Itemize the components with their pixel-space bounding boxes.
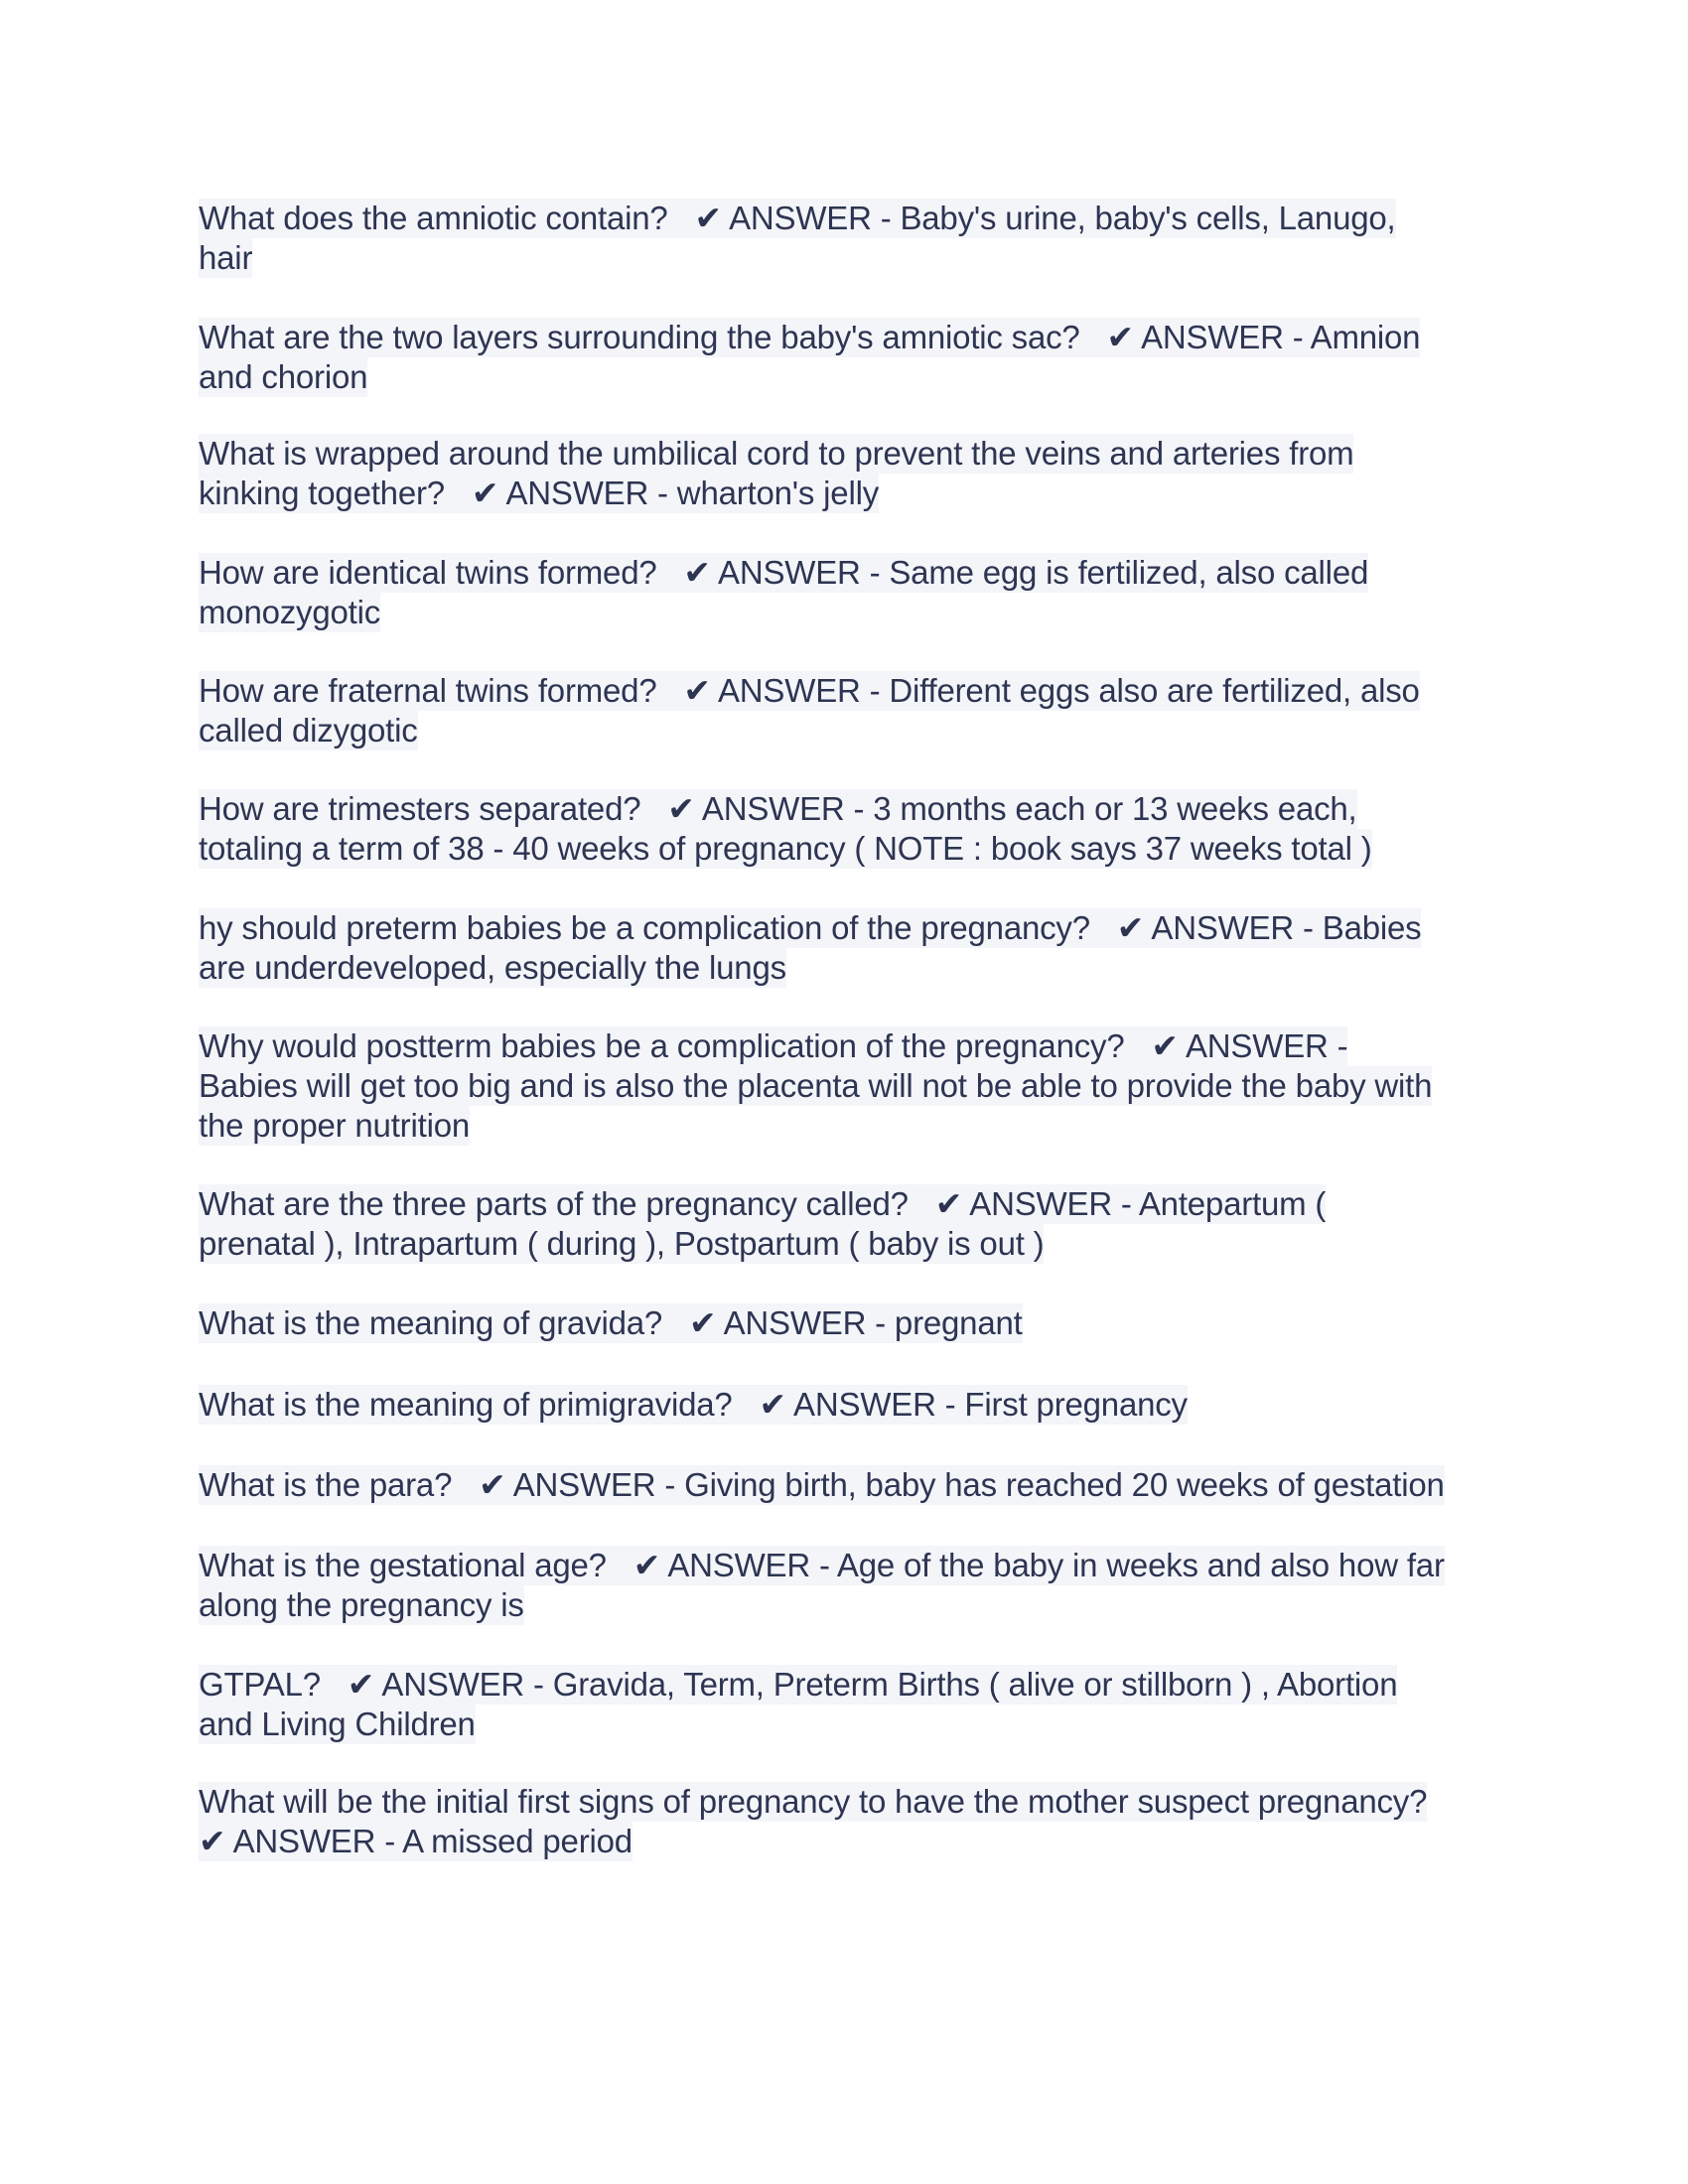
qa-line: What will be the initial first signs of pregnancy to have the mother suspect pregnancy? (199, 1783, 1428, 1820)
qa-line: What is wrapped around the umbilical cord to prevent the veins and arteries from (199, 435, 1354, 472)
qa-entry-pregnancy-parts (199, 1184, 1326, 1264)
qa-entry-gravida (199, 1303, 1023, 1343)
qa-line: ✔ ANSWER - A missed period (199, 1823, 633, 1859)
qa-line: What is the meaning of primigravida? ✔ ANSWER - First pregnancy (199, 1386, 1188, 1423)
qa-entry-fraternal-twins (199, 671, 1420, 751)
qa-line: Babies will get too big and is also the placenta will not be able to provide the baby with (199, 1067, 1433, 1104)
qa-line: called dizygotic (199, 712, 418, 749)
qa-entry-gestational-age (199, 1546, 1445, 1625)
qa-entry-amniotic-layers (199, 318, 1420, 397)
qa-entry-para (199, 1465, 1445, 1505)
qa-entry-trimesters (199, 789, 1372, 869)
qa-line: How are fraternal twins formed? ✔ ANSWER - Different eggs also are fertilized, also (199, 672, 1420, 709)
qa-line: How are identical twins formed? ✔ ANSWER - Same egg is fertilized, also called (199, 554, 1369, 591)
qa-line: Why would postterm babies be a complication of the pregnancy? ✔ ANSWER - (199, 1027, 1348, 1064)
qa-line: and chorion (199, 358, 368, 395)
qa-line: How are trimesters separated? ✔ ANSWER - 3 months each or 13 weeks each, (199, 790, 1357, 827)
qa-entry-amniotic-contents (199, 199, 1396, 278)
qa-line: monozygotic (199, 594, 381, 630)
qa-line: What is the meaning of gravida? ✔ ANSWER - pregnant (199, 1304, 1023, 1341)
qa-entry-umbilical-cord (199, 434, 1353, 513)
qa-line: What are the three parts of the pregnancy called? ✔ ANSWER - Antepartum ( (199, 1185, 1327, 1222)
qa-entry-postterm (199, 1026, 1432, 1146)
qa-line: along the pregnancy is (199, 1586, 524, 1623)
qa-line: GTPAL? ✔ ANSWER - Gravida, Term, Preterm Births ( alive or stillborn ) , Abortion (199, 1666, 1398, 1703)
qa-line: hy should preterm babies be a complication of the pregnancy? ✔ ANSWER - Babies (199, 909, 1422, 946)
qa-entry-primigravida (199, 1385, 1188, 1425)
qa-line: What is the gestational age? ✔ ANSWER - Age of the baby in weeks and also how far (199, 1547, 1445, 1583)
qa-line: are underdeveloped, especially the lungs (199, 949, 786, 986)
qa-line: prenatal ), Intrapartum ( during ), Postpartum ( baby is out ) (199, 1225, 1045, 1262)
qa-entry-identical-twins (199, 553, 1368, 632)
qa-line: What is the para? ✔ ANSWER - Giving birth, baby has reached 20 weeks of gestation (199, 1466, 1445, 1503)
qa-entry-gtpal (199, 1665, 1397, 1744)
qa-line: the proper nutrition (199, 1107, 471, 1144)
qa-line: hair (199, 239, 253, 276)
qa-line: kinking together? ✔ ANSWER - wharton's jelly (199, 475, 880, 511)
qa-line: and Living Children (199, 1706, 476, 1742)
qa-line: What does the amniotic contain? ✔ ANSWER - Baby's urine, baby's cells, Lanugo, (199, 200, 1396, 236)
qa-line: totaling a term of 38 - 40 weeks of pregnancy ( NOTE : book says 37 weeks total ) (199, 830, 1372, 867)
qa-line: What are the two layers surrounding the baby's amniotic sac? ✔ ANSWER - Amnion (199, 319, 1421, 355)
qa-entry-preterm (199, 908, 1421, 988)
qa-entry-first-signs (199, 1782, 1427, 1861)
